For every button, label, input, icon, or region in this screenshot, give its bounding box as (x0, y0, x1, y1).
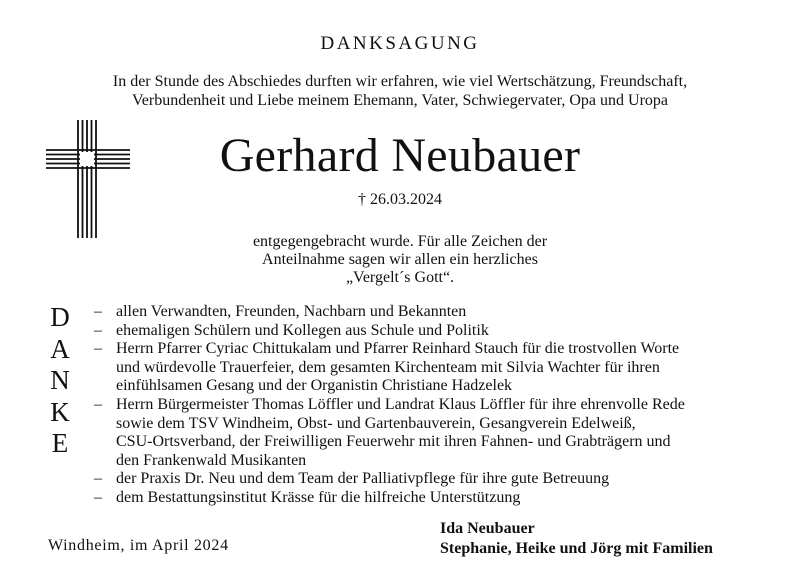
notice-title: DANKSAGUNG (320, 33, 480, 54)
place-date: Windheim, im April 2024 (48, 537, 229, 554)
thanks-line: Anteilnahme sagen wir allen ein herzliches (262, 251, 538, 268)
item-line: Herrn Pfarrer Cyriac Chittukalam und Pfarrer Reinhard Stauch für die trostvollen Worte (116, 340, 680, 358)
dash: – (94, 395, 102, 413)
intro-line: In der Stunde des Abschiedes durften wir erfahren, wie viel Wertschätzung, Freundschaft, (112, 73, 688, 90)
list-item (94, 396, 754, 470)
item-line: sowie dem TSV Windheim, Obst- und Gartenbauverein, Gesangverein Edelweiß, (116, 414, 636, 432)
thanks-line: „Vergelt´s Gott“. (345, 269, 455, 286)
list-item (94, 489, 754, 508)
item-line: der Praxis Dr. Neu und dem Team der Palliativpflege für ihre gute Betreuung (116, 470, 610, 488)
list-item (94, 322, 754, 341)
item-line: allen Verwandten, Freunden, Nachbarn und Bekannten (116, 303, 467, 320)
list-item (94, 340, 754, 396)
item-line: Herrn Bürgermeister Thomas Löffler und Landrat Klaus Löffler für ihre ehrenvolle Rede (116, 395, 685, 413)
danke-letter: A (50, 333, 70, 364)
death-date: † 26.03.2024 (358, 191, 442, 208)
dash: – (94, 470, 102, 488)
danke-letter: N (50, 365, 70, 395)
signer-name: Stephanie, Heike und Jörg mit Familien (440, 540, 713, 557)
item-line: den Frankenwald Musikanten (116, 451, 307, 469)
intro-text (60, 72, 740, 110)
deceased-name: Gerhard Neubauer (219, 129, 581, 182)
danke-letter: E (51, 428, 69, 458)
item-line: einfühlsamen Gesang und der Organistin Christiane Hadzelek (116, 377, 513, 395)
danke-letter: K (50, 396, 70, 427)
list-item (94, 303, 754, 322)
dash: – (94, 340, 102, 358)
thanks-text (150, 233, 650, 287)
cross-icon (44, 118, 132, 240)
item-line: CSU-Ortsverband, der Freiwilligen Feuerwehr mit ihren Fahnen- und Grabträgern und (116, 433, 671, 451)
signer-name: Ida Neubauer (440, 520, 535, 537)
list-item (94, 470, 754, 489)
item-line: dem Bestattungsinstitut Krässe für die hilfreiche Unterstützung (116, 488, 521, 506)
dash: – (94, 321, 102, 339)
thanks-list (94, 303, 754, 508)
thanks-line: entgegengebracht wurde. Für alle Zeichen der (252, 233, 548, 250)
intro-line: Verbundenheit und Liebe meinem Ehemann, Vater, Schwiegervater, Opa und Uropa (131, 92, 669, 109)
signers (440, 519, 713, 559)
danke-letter: D (50, 302, 70, 332)
dash: – (94, 488, 102, 506)
item-line: ehemaligen Schülern und Kollegen aus Schule und Politik (116, 321, 489, 339)
danke-vertical (42, 302, 78, 460)
item-line: und würdevolle Trauerfeier, dem gesamten Kirchenteam mit Silvia Wachter für ihren (116, 358, 660, 376)
dash: – (94, 303, 102, 320)
